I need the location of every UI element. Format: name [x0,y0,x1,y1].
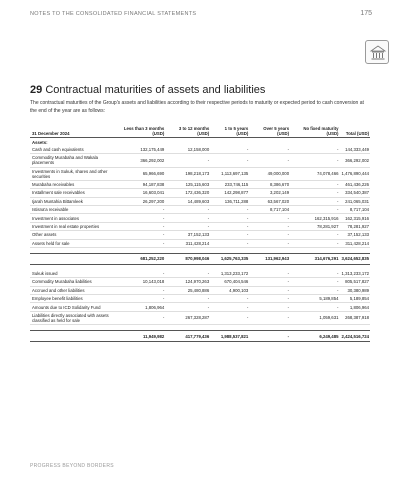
assets-section-row [30,138,370,146]
table-cell: - [210,206,249,214]
table-cell: - [210,146,249,154]
table-row [30,222,370,230]
row-label: Commodity Murabaha liabilities [30,278,111,286]
table-cell: - [249,146,290,154]
table-cell: - [111,311,165,324]
table-cell: 5,189,854 [290,295,339,303]
table-cell: - [249,303,290,311]
column-header: 31 December 2024 [32,131,70,137]
table-cell: - [290,270,339,278]
table-cell: 1,313,233,172 [210,270,249,278]
table-cell: 11,949,982 [111,331,165,342]
table-cell: 26,297,200 [111,197,165,205]
row-label: Investment in associates [30,214,111,222]
table-cell: 268,387,918 [339,311,370,324]
table-cell: 198,218,173 [165,167,210,180]
table-cell: 1,988,537,821 [210,331,249,342]
table-cell: 131,962,943 [249,253,290,264]
table-row [30,295,370,303]
section-title [30,84,265,96]
table-cell: 78,281,927 [290,222,339,230]
table-cell: - [290,278,339,286]
table-cell: 8,386,670 [249,180,290,188]
column-header: Over 5 years (USD) [263,126,290,137]
table-cell: - [290,197,339,205]
table-cell: 8,717,104 [249,206,290,214]
table-cell: - [210,295,249,303]
row-label: Installment sale receivables [30,189,111,197]
table-cell: 74,078,466 [290,167,339,180]
table-cell: - [249,270,290,278]
table-cell: 366,292,002 [339,154,370,167]
table-cell: - [290,231,339,239]
row-label: Assets held for sale [30,239,111,247]
table-cell: - [210,311,249,324]
table-cell: - [249,222,290,230]
table-cell: 94,187,838 [111,180,165,188]
table-cell: - [210,214,249,222]
table-cell: 461,436,226 [339,180,370,188]
assets-label: Assets: [32,139,48,145]
table-cell: - [111,239,165,247]
table-cell: - [111,206,165,214]
table-cell: 162,315,916 [339,214,370,222]
table-cell: - [249,231,290,239]
table-cell: 314,676,291 [290,253,339,264]
table-cell: - [290,154,339,167]
table-cell: 366,292,002 [111,154,165,167]
table-cell: 2,424,516,724 [339,331,370,342]
table-cell: - [111,270,165,278]
table-cell: 14,489,603 [165,197,210,205]
header-section-title: NOTES TO THE CONSOLIDATED FINANCIAL STATEMENTS [30,11,197,17]
row-label: Cash and cash equivalents [30,146,111,154]
table-cell: 5,189,854 [339,295,370,303]
table-cell: - [249,239,290,247]
table-cell: - [290,239,339,247]
column-header: No fixed maturity (USD) [303,126,339,137]
table-row [30,311,370,324]
row-label: Ijarah Muntahia Bittamleek [30,197,111,205]
table-cell: 1,113,697,135 [210,167,249,180]
table-cell: 65,966,690 [111,167,165,180]
table-cell: - [210,222,249,230]
table-cell: - [165,222,210,230]
table-cell: - [165,214,210,222]
table-cell: 311,428,214 [339,239,370,247]
table-cell: - [290,180,339,188]
table-cell: - [249,286,290,294]
table-cell: - [290,146,339,154]
table-cell: - [165,303,210,311]
row-label: Investment in real estate properties [30,222,111,230]
total-row [30,331,370,342]
row-label: Accrued and other liabilities [30,286,111,294]
row-label: Other assets [30,231,111,239]
table-cell: 162,315,916 [290,214,339,222]
table-row [30,154,370,167]
row-label: Sukuk issued [30,270,111,278]
table-cell: - [249,214,290,222]
table-cell: 1,476,890,444 [339,167,370,180]
table-cell: 4,900,103 [210,286,249,294]
table-cell: - [249,278,290,286]
table-cell: - [111,231,165,239]
row-label: Istisna'a receivable [30,206,111,214]
table-cell: 805,517,827 [339,278,370,286]
table-row [30,303,370,311]
table-cell: - [111,295,165,303]
row-label: Investments in Sukuk, shares and other securities [30,167,111,180]
maturity-table [30,125,370,342]
table-cell: 16,603,041 [111,189,165,197]
table-cell: - [290,303,339,311]
table-row [30,231,370,239]
table-row [30,146,370,154]
table-cell: 334,540,387 [339,189,370,197]
table-cell: - [111,214,165,222]
table-cell: 3,624,652,835 [339,253,370,264]
table-row [30,180,370,188]
table-cell: 125,115,603 [165,180,210,188]
table-body [30,138,370,342]
table-cell: 233,746,115 [210,180,249,188]
table-cell: 417,779,436 [165,331,210,342]
table-cell: 670,404,546 [210,278,249,286]
table-cell: - [249,311,290,324]
table-cell: 1,806,964 [111,303,165,311]
table-cell: 1,059,631 [290,311,339,324]
table-cell: - [210,231,249,239]
table-cell: 144,333,449 [339,146,370,154]
table-cell: - [111,222,165,230]
table-cell: 30,380,989 [339,286,370,294]
row-label [30,331,111,342]
table-cell: 1,313,233,172 [339,270,370,278]
table-cell: - [290,189,339,197]
row-label: Commodity Murabaha and Wakala placements [30,154,111,167]
table-cell: - [111,286,165,294]
table-cell: - [165,206,210,214]
table-cell: 37,152,133 [339,231,370,239]
table-cell: 8,717,104 [339,206,370,214]
table-cell: - [165,270,210,278]
table-row [30,189,370,197]
table-row [30,239,370,247]
table-row [30,206,370,214]
row-label: Amounts due to ICD Solidarity Fund [30,303,111,311]
row-label: Employee benefit liabilities [30,295,111,303]
table-header-row [30,125,370,138]
table-cell: 136,711,288 [210,197,249,205]
table-row [30,197,370,205]
table-cell: - [290,286,339,294]
total-row [30,253,370,264]
table-cell: 6,249,485 [290,331,339,342]
table-row [30,278,370,286]
table-cell: 63,567,020 [249,197,290,205]
table-row [30,214,370,222]
table-cell: 132,175,449 [111,146,165,154]
footer-text: PROGRESS BEYOND BORDERS [30,463,114,469]
intro-paragraph: The contractual maturities of the Group's assets and liabilities according to their respective periods to maturity or expected period to cash conversion at the end of the year are as follows: [30,100,364,114]
table-row [30,270,370,278]
table-cell: 241,065,031 [339,197,370,205]
table-cell: 142,298,877 [210,189,249,197]
table-cell: - [210,154,249,167]
table-cell: 37,152,133 [165,231,210,239]
table-cell: 124,970,263 [165,278,210,286]
table-cell: 311,428,214 [165,239,210,247]
section-title-text: Contractual maturities of assets and liabilities [45,84,266,96]
table-cell: 1,625,763,335 [210,253,249,264]
table-cell: 267,328,287 [165,311,210,324]
table-row [30,286,370,294]
table-cell: - [249,331,290,342]
column-header: Total (USD) [345,131,369,137]
table-cell: - [210,239,249,247]
table-cell: - [249,295,290,303]
table-cell: 25,480,886 [165,286,210,294]
table-cell: 870,998,046 [165,253,210,264]
table-cell: - [165,295,210,303]
section-number: 29 [30,84,43,96]
table-cell: 3,202,149 [249,189,290,197]
table-cell: 681,252,220 [111,253,165,264]
table-cell: - [165,154,210,167]
table-cell: 1,806,964 [339,303,370,311]
column-header: 3 to 12 months (USD) [178,126,210,137]
column-header: 1 to 5 years (USD) [224,126,249,137]
table-cell: - [290,206,339,214]
page-number: 175 [360,10,372,17]
table-cell: - [210,303,249,311]
row-label [30,253,111,264]
building-icon [365,40,389,64]
table-cell: 10,143,018 [111,278,165,286]
table-cell: 49,000,000 [249,167,290,180]
table-cell: 172,436,320 [165,189,210,197]
table-cell: - [249,154,290,167]
table-cell: 78,281,927 [339,222,370,230]
row-label: Liabilities directly associated with assets classified as held for sale [30,311,111,324]
table-row [30,167,370,180]
row-label: Murabaha receivables [30,180,111,188]
column-header: Less than 3 months (USD) [123,126,165,137]
table-cell: 12,158,000 [165,146,210,154]
